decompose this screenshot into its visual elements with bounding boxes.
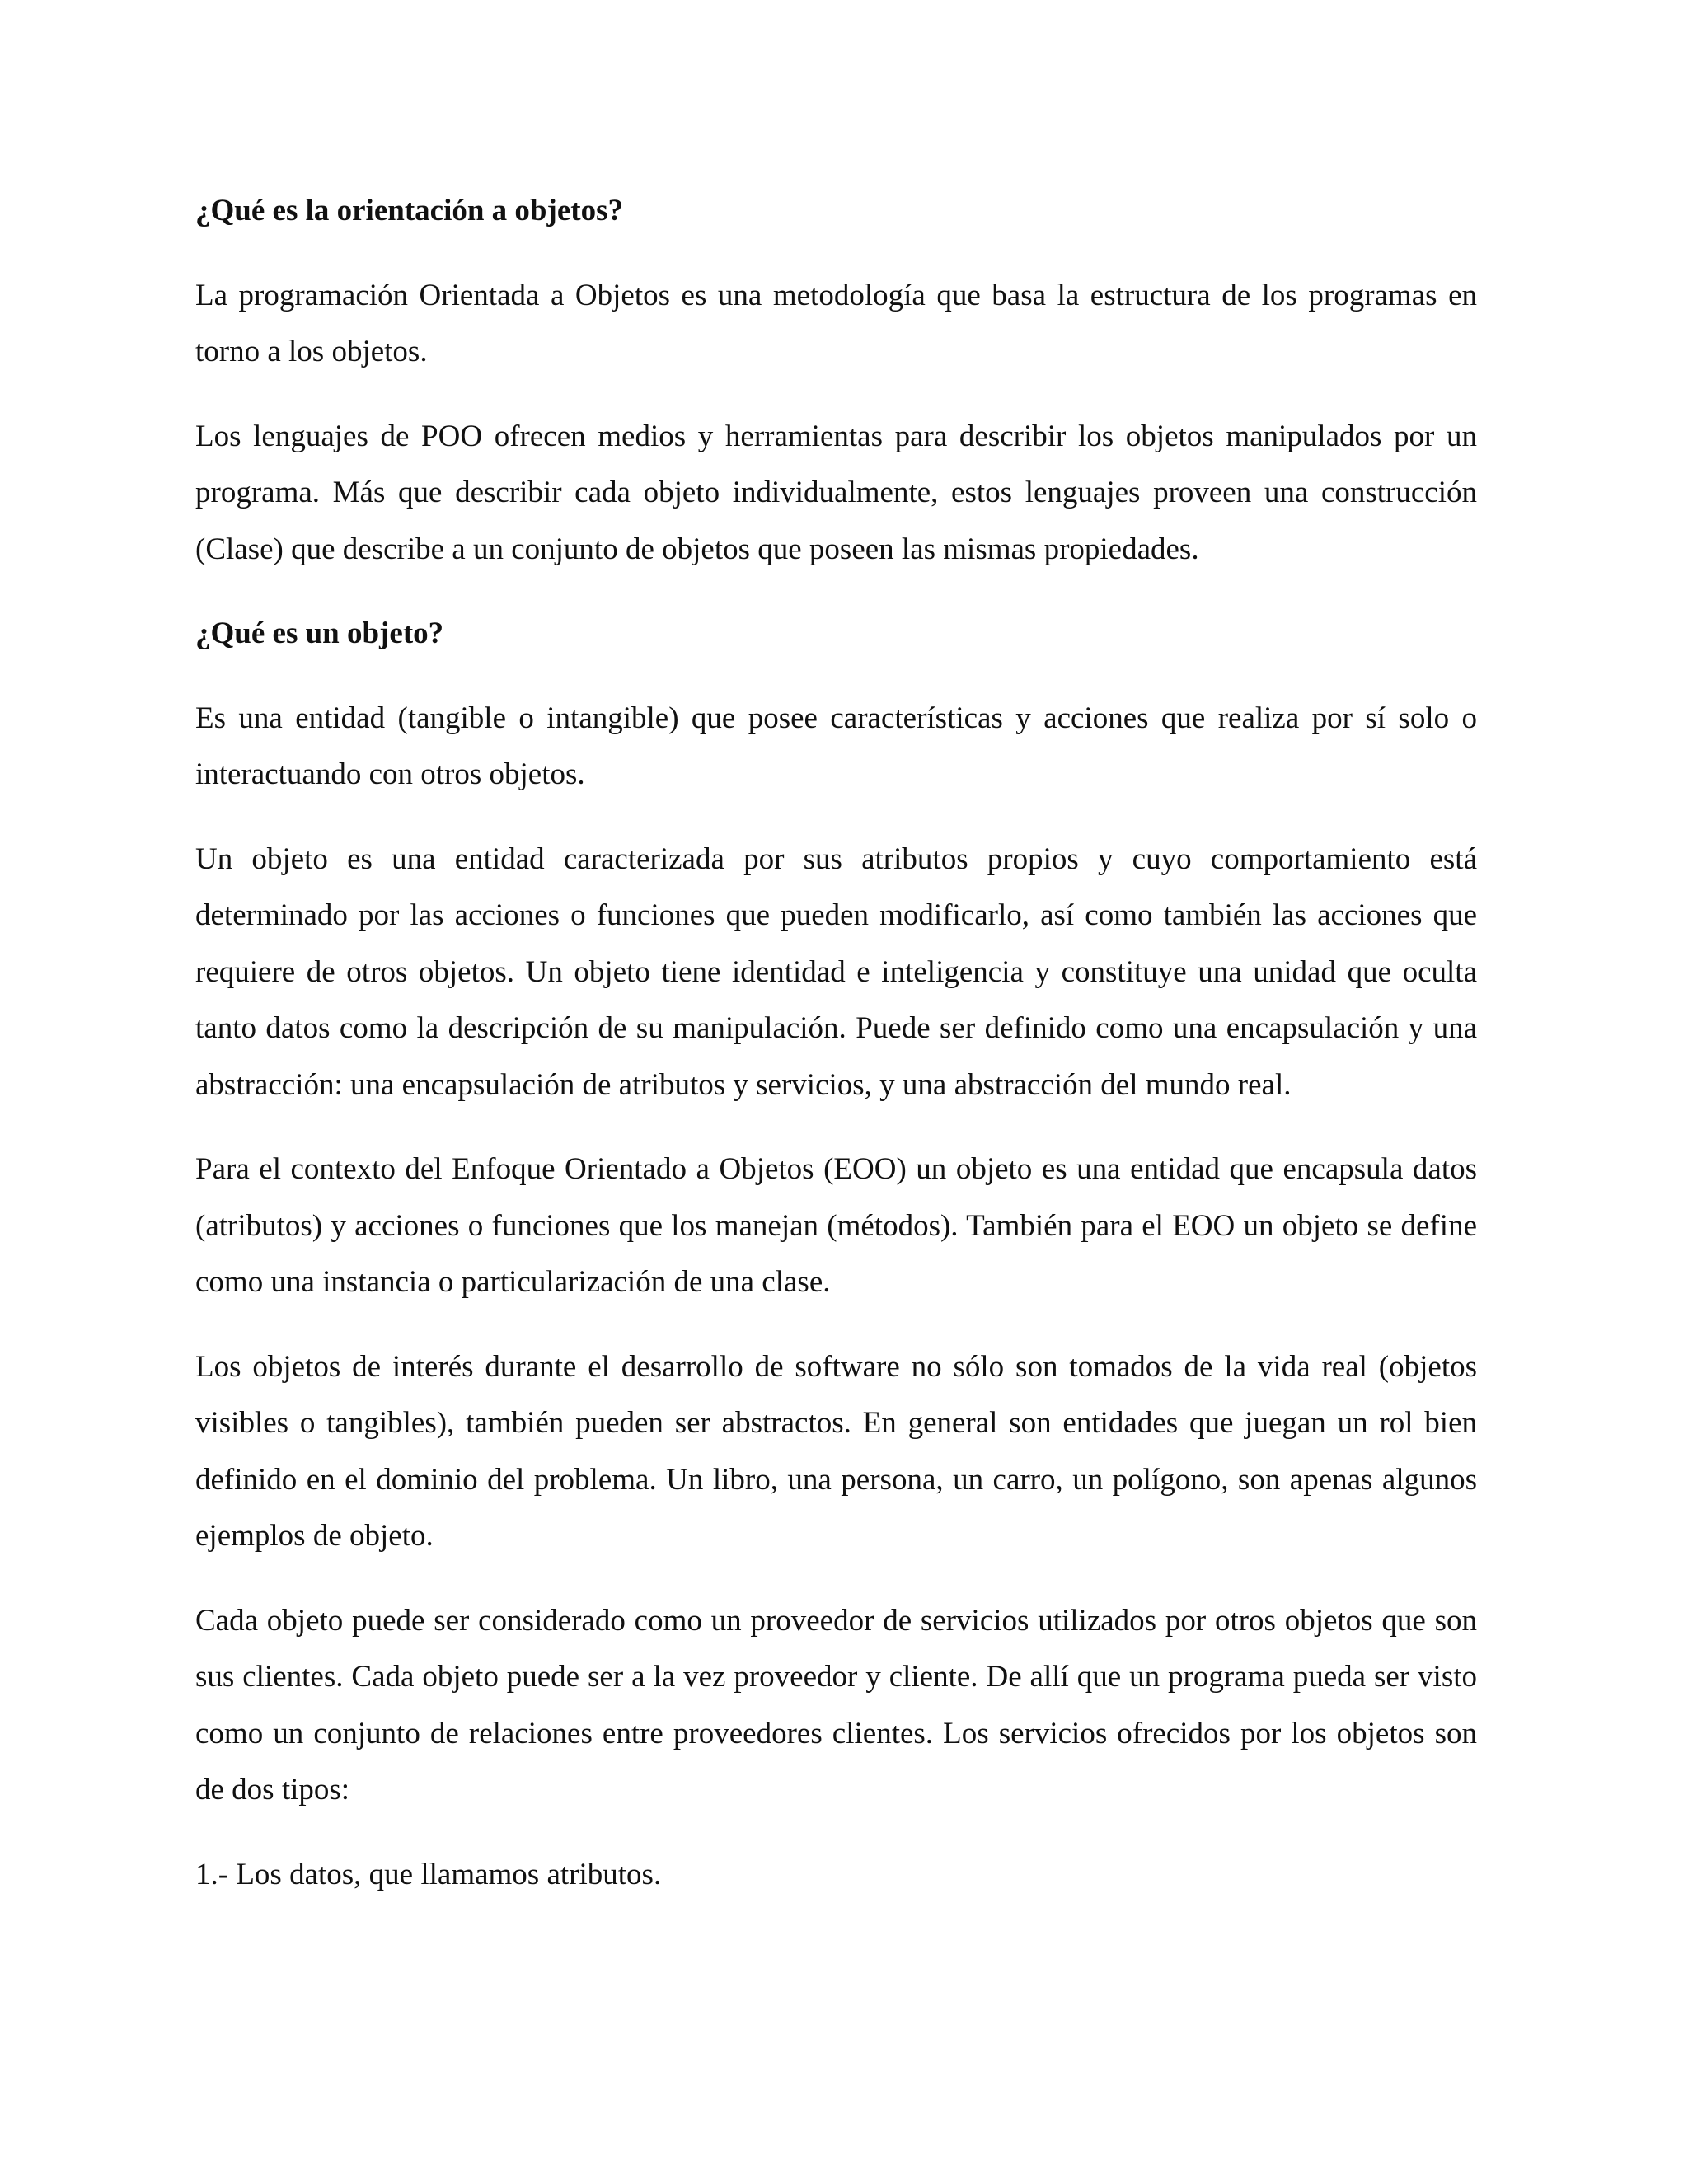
heading-que-es-orientacion-objetos: ¿Qué es la orientación a objetos? [195, 194, 623, 227]
list-item-datos-atributos: 1.- Los datos, que llamamos atributos. [195, 1857, 662, 1891]
paragraph-objetos-interes: Los objetos de interés durante el desarrollo de software no sólo son tomados de la vida real (objetos visibles o tangibles), también pueden ser abstractos. En general son entidades que juegan un rol bien definido en el dominio del problema. Un libro, una persona, un carro, un polígono, son apenas algunos ejemplos de objeto. [195, 1349, 1477, 1553]
paragraph-objeto-entidad: Es una entidad (tangible o intangible) que posee características y acciones que realiza por sí solo o interactuando con otros objetos. [195, 701, 1477, 791]
paragraph-proveedor-servicios: Cada objeto puede ser considerado como un proveedor de servicios utilizados por otros objetos que son sus clientes. Cada objeto puede ser a la vez proveedor y cliente. De allí que un programa pueda ser visto como un conjunto de relaciones entre proveedores clientes. Los servicios ofrecidos por los objetos son de dos tipos: [195, 1603, 1477, 1807]
paragraph-lenguajes-poo: Los lenguajes de POO ofrecen medios y herramientas para describir los objetos manipulados por un programa. Más que describir cada objeto individualmente, estos lenguajes proveen una construcción (Clase) que describe a un conjunto de objetos que poseen las mismas propiedades. [195, 419, 1477, 566]
paragraph-eoo-contexto: Para el contexto del Enfoque Orientado a Objetos (EOO) un objeto es una entidad que encapsula datos (atributos) y acciones o funciones que los manejan (métodos). También para el EOO un objeto se define como una instancia o particularización de una clase. [195, 1152, 1477, 1299]
paragraph-objeto-atributos: Un objeto es una entidad caracterizada por sus atributos propios y cuyo comportamiento está determinado por las acciones o funciones que pueden modificarlo, así como también las acciones que requiere de otros objetos. Un objeto tiene identidad e inteligencia y constituye una unidad que oculta tanto datos como la descripción de su manipulación. Puede ser definido como una encapsulación y una abstracción: una encapsulación de atributos y servicios, y una abstracción del mundo real. [195, 841, 1477, 1102]
document-body [195, 183, 1477, 1931]
heading-que-es-objeto: ¿Qué es un objeto? [195, 616, 444, 650]
paragraph-poo-definicion: La programación Orientada a Objetos es una metodología que basa la estructura de los programas en torno a los objetos. [195, 278, 1477, 368]
